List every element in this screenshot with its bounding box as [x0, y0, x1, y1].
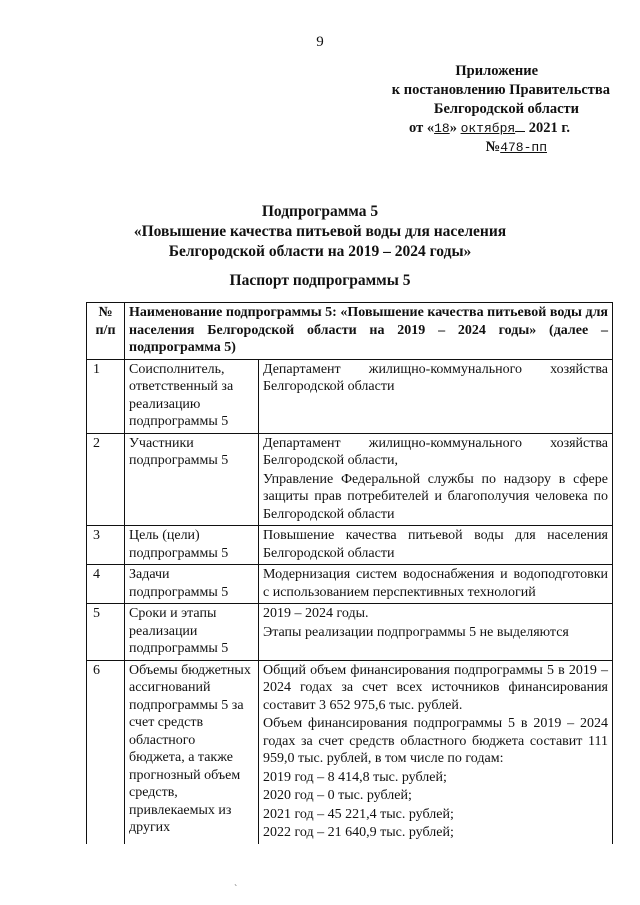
row-num: 6: [87, 660, 125, 844]
number-prefix: №: [485, 139, 501, 155]
date-prefix: от «: [409, 120, 435, 136]
appendix-line-2: к постановлению Правительства: [391, 82, 610, 98]
row-num: 5: [87, 604, 125, 661]
number-value: 478-пп: [500, 140, 547, 155]
table-row: [87, 565, 613, 604]
appendix-line-3: Белгородской области: [433, 101, 579, 117]
appendix-line-1: Приложение: [455, 63, 538, 79]
table-row: [87, 604, 613, 661]
date-month: октября: [460, 121, 516, 136]
table-row: [87, 433, 613, 526]
row-num: 3: [87, 526, 125, 565]
row-num: 1: [87, 359, 125, 433]
row-label: Цель (цели) подпрограммы 5: [125, 526, 259, 565]
row-value: 2019 – 2024 годы. Этапы реализации подпрограммы 5 не выделяются: [259, 604, 613, 661]
passport-title: Паспорт подпрограммы 5: [229, 272, 411, 289]
heading-line-2: «Повышение качества питьевой воды для населения: [133, 223, 507, 240]
table-row: [87, 526, 613, 565]
date-mid: »: [449, 120, 457, 136]
row-label: Участники подпрограммы 5: [125, 433, 259, 526]
row-value: Департамент жилищно-коммунального хозяйства Белгородской области: [259, 359, 613, 433]
row-value: Общий объем финансирования подпрограммы 5 в 2019 – 2024 годах за счет всех источников финансирования составит 3 652 975,6 тыс. рублей. Объем финансирования подпрограммы 5 в 2019 – 2024 годах за счет средств областного бюджета составит 111 959,0 тыс. рублей, в том числе по годам: 2019 год – 8 414,8 тыс. рублей; 2020 год – 0 тыс. рублей; 2021 год – 45 221,4 тыс. рублей; 2022 год – 21 640,9 тыс. рублей;: [259, 660, 613, 844]
row-num: 2: [87, 433, 125, 526]
row-label: Сроки и этапы реализации подпрограммы 5: [125, 604, 259, 661]
header-num-cell: № п/п: [87, 303, 125, 360]
passport-table: [86, 302, 613, 844]
appendix-block: [360, 62, 610, 157]
table-row: [87, 359, 613, 433]
appendix-number-line: [360, 138, 610, 157]
date-day: 18: [434, 121, 450, 136]
row-num: 4: [87, 565, 125, 604]
table-row: [87, 660, 613, 844]
row-value: Модернизация систем водоснабжения и водоподготовки с использованием перспективных технологий: [259, 565, 613, 604]
row-label: Соисполнитель, ответственный за реализацию подпрограммы 5: [125, 359, 259, 433]
page-number: 9: [316, 34, 324, 50]
heading-line-1: Подпрограмма 5: [261, 203, 379, 220]
row-value: Повышение качества питьевой воды для населения Белгородской области: [259, 526, 613, 565]
header-title-cell: Наименование подпрограммы 5: «Повышение качества питьевой воды для населения Белгородской области на 2019 – 2024 годы» (далее – подпрограмма 5): [125, 303, 613, 360]
row-label: Объемы бюджетных ассигнований подпрограммы 5 за счет средств областного бюджета, а также прогнозный объем средств, привлекаемых из других: [125, 660, 259, 844]
scan-mark: `: [234, 884, 238, 895]
subprogram-heading: [0, 202, 640, 262]
appendix-date-line: [360, 119, 610, 138]
row-value: Департамент жилищно-коммунального хозяйства Белгородской области, Управление Федеральной службы по надзору в сфере защиты прав потребителей и благополучия человека по Белгородской области: [259, 433, 613, 526]
heading-line-3: Белгородской области на 2019 – 2024 годы»: [168, 243, 472, 260]
date-underline: [515, 119, 525, 132]
table-header-row: [87, 303, 613, 360]
date-year: 2021 г.: [528, 120, 570, 136]
row-label: Задачи подпрограммы 5: [125, 565, 259, 604]
